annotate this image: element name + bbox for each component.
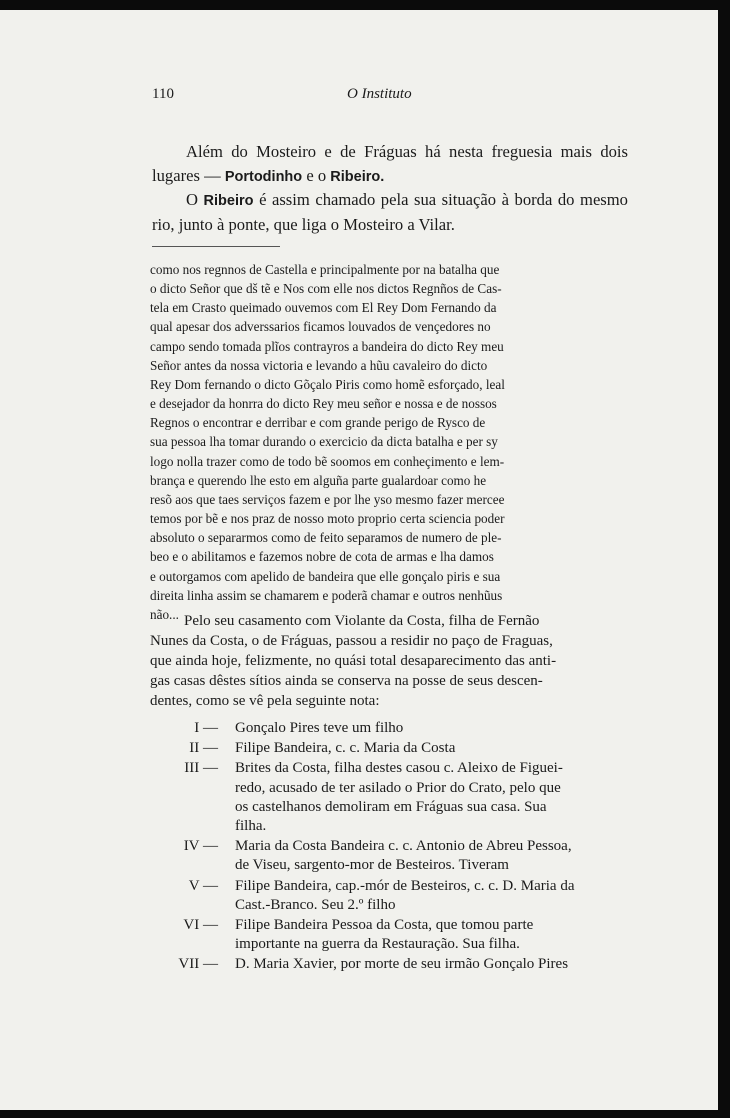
lineage-entry: [150, 759, 628, 836]
running-head: [152, 86, 628, 108]
lineage-entry: [150, 955, 628, 974]
generation-number: II —: [189, 740, 218, 757]
lineage-text: Filipe Bandeira, cap.-mór de Besteiros, c. c. D. Maria da: [235, 877, 575, 894]
quote-line: logo nolla trazer como de todo bẽ soomos em conheçimento e lem-: [150, 453, 505, 469]
paragraph-3-line: gas casas dêstes sítios ainda se conserva na posse de seus descen-: [150, 673, 543, 689]
generation-number: IV —: [183, 838, 218, 855]
quote-line: como nos regnnos de Castella e principalmente por na batalha que: [150, 262, 500, 277]
quote-line: qual apesar dos adverssarios ficamos louvados de vençedores no: [150, 319, 491, 335]
paragraph-2-text-a: O: [186, 190, 198, 209]
generation-number: VII —: [178, 956, 218, 973]
quote-line: não...: [150, 606, 179, 622]
paragraph-1: [152, 140, 628, 189]
generation-number: V —: [188, 877, 218, 894]
paragraph-3-line: Nunes da Costa, o de Fráguas, passou a residir no paço de Fraguas,: [150, 633, 553, 649]
lineage-text: filha.: [235, 818, 267, 835]
paragraph-2: [152, 188, 628, 237]
paragraph-2-text-b: é assim chamado pela sua situação à borda do mesmo rio, junto à ponte, que liga o Mosteiro a Vilar.: [152, 190, 628, 234]
lineage-text: Filipe Bandeira Pessoa da Costa, que tomou parte: [235, 917, 534, 934]
lineage-list: [150, 719, 628, 975]
quote-line: e outorgamos com apelido de bandeira que elle gonçalo piris e sua: [150, 568, 501, 584]
place-ribeiro: Ribeiro.: [330, 169, 385, 185]
paragraph-3-line: que ainda hoje, felizmente, no quási total desaparecimento das anti-: [150, 653, 557, 669]
paragraph-1-text-a: Além do Mosteiro e de Fráguas há nesta freguesia mais dois lugares —: [152, 142, 628, 185]
place-ribeiro-2: Ribeiro: [203, 193, 254, 209]
lineage-text: redo, acusado de ter asilado o Prior do Crato, pelo que: [235, 779, 561, 796]
lineage-text: Brites da Costa, filha destes casou c. Aleixo de Figuei-: [235, 760, 563, 777]
page-number: 110: [152, 86, 174, 102]
lineage-text: D. Maria Xavier, por morte de seu irmão Gonçalo Pires: [235, 956, 569, 973]
quote-line: o dicto Señor que dš tẽ e Nos com elle nos dictos Regnños de Cas-: [150, 281, 502, 297]
paragraph-3-line: Pelo seu casamento com Violante da Costa, filha de Fernão: [184, 613, 540, 629]
lineage-entry: [150, 739, 628, 758]
lineage-text: de Viseu, sargento-mor de Besteiros. Tiveram: [235, 857, 509, 874]
quote-line: Señor antes da nossa victoria e levando a hũu cavaleiro do dicto: [150, 357, 488, 373]
paragraph-3: [150, 611, 628, 711]
lineage-text: Maria da Costa Bandeira c. c. Antonio de Abreu Pessoa,: [235, 838, 572, 855]
quote-line: Regnos o encontrar e derribar e com grande perigo de Rysco de: [150, 415, 486, 431]
lineage-text: importante na guerra da Restauração. Sua filha.: [235, 936, 520, 953]
quote-line: brança e querendo lhe esto em alguña parte gualardoar como he: [150, 472, 487, 488]
quote-line: resõ aos que taes serviços fazem e por lhe yso mesmo fazer mercee: [150, 491, 505, 507]
lineage-entry: [150, 719, 628, 738]
quote-line: sua pessoa lha tomar durando o exercicio da dicta batalha e per sy: [150, 434, 498, 450]
quote-line: absoluto o separarmos como de feito separamos de numero de ple-: [150, 530, 502, 546]
generation-number: I —: [194, 720, 218, 736]
quote-line: temos por bẽ e nos praz de nosso moto proprio certa sciencia poder: [150, 511, 505, 527]
quote-line: beo e o abilitamos e fazemos nobre de cota de armas e lha damos: [150, 549, 494, 565]
quote-line: Rey Dom fernando o dicto Gõçalo Piris como homẽ esforçado, leal: [150, 376, 505, 392]
lineage-text: Gonçalo Pires teve um filho: [235, 720, 404, 736]
lineage-entry: [150, 837, 628, 875]
generation-number: III —: [184, 760, 218, 777]
document-page: [0, 10, 718, 1110]
quoted-document: [150, 260, 628, 624]
quote-line: campo sendo tomada plĩos contrayros a bandeira do dicto Rey meu: [150, 338, 504, 354]
quote-line: e desejador da honrra do dicto Rey meu señor e nossa e de nossos: [150, 396, 497, 412]
lineage-entry: [150, 916, 628, 954]
place-portodinho: Portodinho: [224, 169, 303, 185]
paragraph-3-line: dentes, como se vê pela seguinte nota:: [150, 693, 380, 709]
lineage-entry: [150, 877, 628, 915]
lineage-text: os castelhanos demoliram em Fráguas sua casa. Sua: [235, 798, 547, 815]
lineage-text: Filipe Bandeira, c. c. Maria da Costa: [235, 740, 456, 757]
quote-line: direita linha assim se chamarem e poderã chamar e outros nenhũus: [150, 587, 503, 603]
generation-number: VI —: [183, 917, 218, 934]
footnote-divider: [152, 246, 280, 247]
journal-title: O Instituto: [347, 86, 412, 102]
paragraph-1-text-b: e o: [306, 166, 327, 185]
lineage-text: Cast.-Branco. Seu 2.º filho: [235, 896, 396, 913]
quote-line: tela em Crasto queimado ouvemos com El Rey Dom Fernando da: [150, 300, 497, 316]
